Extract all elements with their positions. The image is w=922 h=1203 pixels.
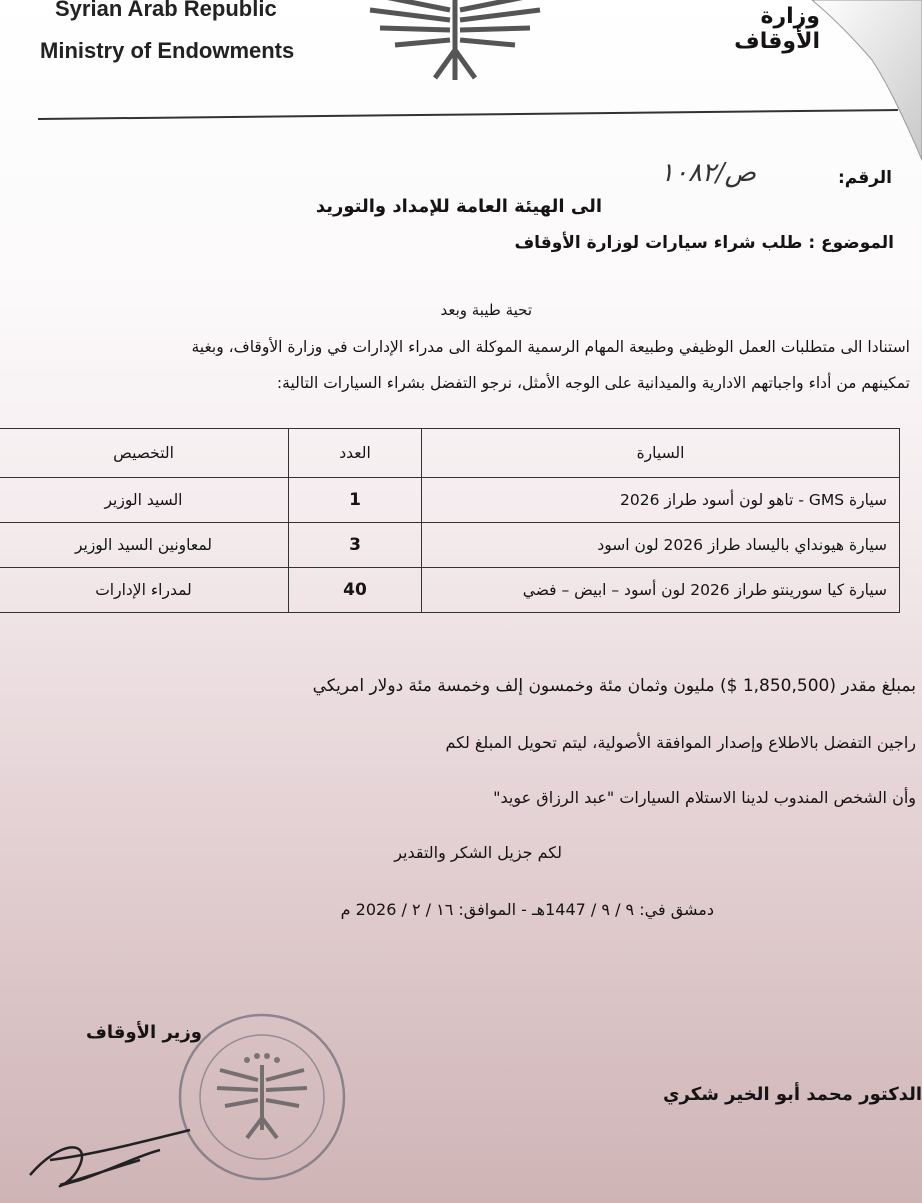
cell-allocation: لمعاونين السيد الوزير bbox=[0, 523, 289, 568]
cell-allocation: السيد الوزير bbox=[0, 478, 289, 523]
body-paragraph-line-2: تمكينهم من أداء واجباتهم الادارية والميدانية على الوجه الأمثل، نرجو التفضل بشراء السيارات التالية: bbox=[276, 374, 910, 392]
table-row bbox=[0, 478, 900, 523]
greeting: تحية طيبة وبعد bbox=[440, 301, 532, 319]
delegate-line: وأن الشخص المندوب لدينا الاستلام السيارات "عبد الرزاق عويد" bbox=[493, 788, 916, 807]
handwritten-signature-icon bbox=[20, 1120, 200, 1200]
closing-thanks: لكم جزيل الشكر والتقدير bbox=[394, 843, 562, 862]
column-header-car: السيارة bbox=[422, 429, 900, 478]
header-ministry-en: Ministry of Endowments bbox=[40, 38, 295, 63]
signatory-title: وزير الأوقاف bbox=[86, 1022, 202, 1043]
cell-car: سيارة كيا سورينتو طراز 2026 لون أسود – ابيض – فضي bbox=[422, 568, 900, 613]
cars-table bbox=[0, 428, 900, 613]
reference-number: ص/١٠٨٢ bbox=[660, 158, 757, 188]
header-republic-en: Syrian Arab Republic bbox=[55, 0, 277, 21]
column-header-allocation: التخصيص bbox=[0, 429, 289, 478]
eagle-emblem-icon bbox=[355, 0, 555, 85]
table-row bbox=[0, 523, 900, 568]
addressee: الى الهيئة العامة للإمداد والتوريد bbox=[315, 196, 602, 217]
subject-line: الموضوع : طلب شراء سيارات لوزارة الأوقاف bbox=[514, 233, 894, 253]
cell-car: سيارة هيونداي باليساد طراز 2026 لون اسود bbox=[422, 523, 900, 568]
header-ministry-ar: وزارة الأوقاف bbox=[734, 4, 820, 54]
column-header-count: العدد bbox=[289, 429, 422, 478]
cell-car: سيارة GMS - تاهو لون أسود طراز 2026 bbox=[422, 478, 900, 523]
body-paragraph-line-1: استنادا الى متطلبات العمل الوظيفي وطبيعة المهام الرسمية الموكلة الى مدراء الإدارات في وزارة الأوقاف، وبغية bbox=[191, 338, 910, 356]
amount-line: بمبلغ مقدر (1,850,500 $) مليون وثمان مئة وخمسون إلف وخمسة مئة دولار امريكي bbox=[312, 676, 916, 696]
cell-count: 40 bbox=[289, 568, 422, 613]
request-line: راجين التفضل بالاطلاع وإصدار الموافقة الأصولية، ليتم تحويل المبلغ لكم bbox=[445, 733, 916, 752]
table-row bbox=[0, 568, 900, 613]
reference-label: الرقم: bbox=[837, 168, 892, 188]
cell-allocation: لمدراء الإدارات bbox=[0, 568, 289, 613]
table-header-row bbox=[0, 429, 900, 478]
cell-count: 3 bbox=[289, 523, 422, 568]
date-line: دمشق في: ٩ / ٩ / 1447هـ - الموافق: ١٦ / ٢ / 2026 م bbox=[340, 900, 714, 919]
signatory-name: الدكتور محمد أبو الخير شكري bbox=[663, 1084, 922, 1105]
cell-count: 1 bbox=[289, 478, 422, 523]
